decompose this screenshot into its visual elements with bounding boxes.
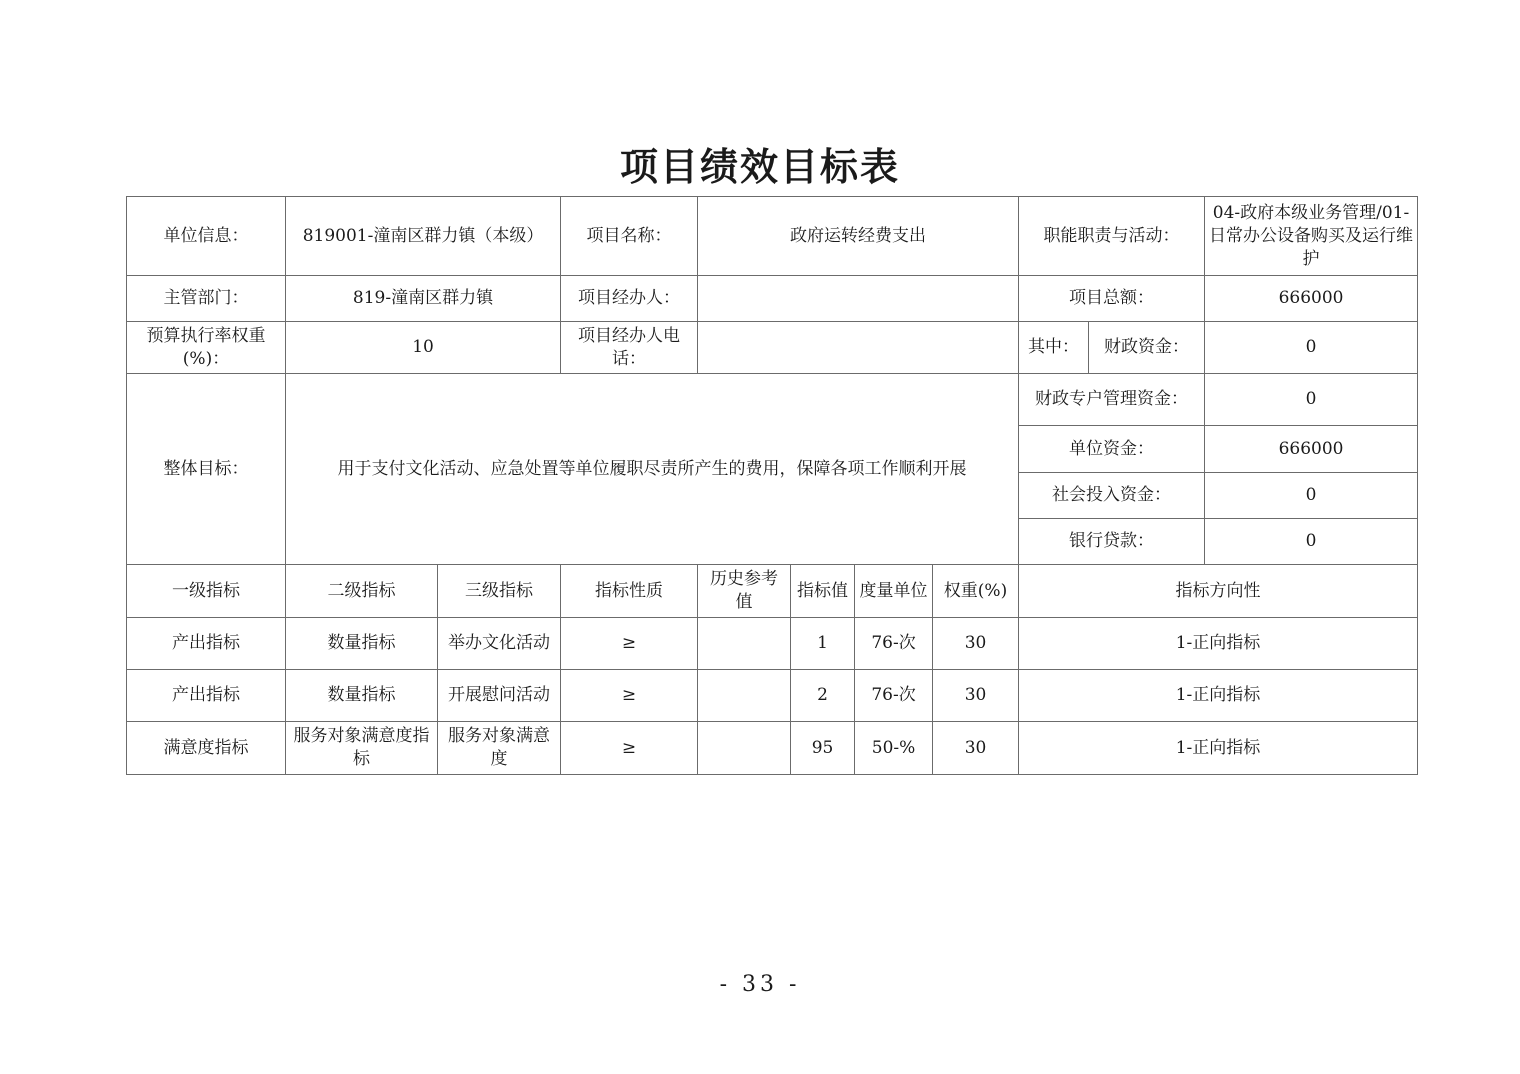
indicator-nature: ≥ [561,618,698,670]
header-level1: 一级指标 [127,565,286,618]
indicator-unit: 50-% [855,722,933,775]
indicator-direction: 1-正向指标 [1019,618,1418,670]
bank-label: 银行贷款： [1019,519,1205,565]
row-dept [127,276,1418,322]
page-title: 项目绩效目标表 [619,144,900,189]
project-name-value: 政府运转经费支出 [698,197,1019,276]
unit-fund-value: 666000 [1205,426,1418,473]
indicator-nature: ≥ [561,722,698,775]
indicator-history [698,722,791,775]
dept-value: 819-潼南区群力镇 [286,276,561,322]
bank-value: 0 [1205,519,1418,565]
project-name-label: 项目名称： [561,197,698,276]
dept-label: 主管部门： [127,276,286,322]
indicator-level2: 数量指标 [286,670,438,722]
performance-table [126,196,1418,775]
social-value: 0 [1205,473,1418,519]
table-row [127,618,1418,670]
indicator-header-row [127,565,1418,618]
function-label: 职能职责与活动： [1019,197,1205,276]
row-special-fund [127,374,1418,426]
header-direction: 指标方向性 [1019,565,1418,618]
goal-label: 整体目标： [127,374,286,565]
budget-weight-label: 预算执行率权重(%)： [127,322,286,374]
fiscal-value: 0 [1205,322,1418,374]
indicator-level3: 开展慰问活动 [438,670,561,722]
table-row [127,722,1418,775]
header-weight: 权重(%) [933,565,1019,618]
unit-value: 819001-潼南区群力镇（本级） [286,197,561,276]
indicator-unit: 76-次 [855,670,933,722]
indicator-level1: 产出指标 [127,670,286,722]
indicator-level2: 服务对象满意度指标 [286,722,438,775]
fiscal-label: 财政资金： [1089,322,1205,374]
manager-phone-value [698,322,1019,374]
indicator-level2: 数量指标 [286,618,438,670]
indicator-value: 95 [791,722,855,775]
total-value: 666000 [1205,276,1418,322]
budget-weight-value: 10 [286,322,561,374]
indicator-weight: 30 [933,670,1019,722]
among-label: 其中： [1019,322,1089,374]
social-label: 社会投入资金： [1019,473,1205,519]
header-level2: 二级指标 [286,565,438,618]
manager-label: 项目经办人： [561,276,698,322]
function-value: 04-政府本级业务管理/01-日常办公设备购买及运行维护 [1205,197,1418,276]
unit-label: 单位信息： [127,197,286,276]
header-history: 历史参考值 [698,565,791,618]
manager-value [698,276,1019,322]
indicator-weight: 30 [933,722,1019,775]
indicator-value: 2 [791,670,855,722]
page-number: - 33 - [719,972,801,997]
indicator-history [698,618,791,670]
indicator-unit: 76-次 [855,618,933,670]
indicator-level3: 服务对象满意度 [438,722,561,775]
row-unit-info [127,197,1418,276]
indicator-weight: 30 [933,618,1019,670]
total-label: 项目总额： [1019,276,1205,322]
table-row [127,670,1418,722]
indicator-nature: ≥ [561,670,698,722]
special-label: 财政专户管理资金： [1019,374,1205,426]
indicator-direction: 1-正向指标 [1019,670,1418,722]
goal-value: 用于支付文化活动、应急处置等单位履职尽责所产生的费用，保障各项工作顺利开展 [286,374,1019,565]
header-level3: 三级指标 [438,565,561,618]
indicator-level1: 满意度指标 [127,722,286,775]
row-budget-weight [127,322,1418,374]
indicator-direction: 1-正向指标 [1019,722,1418,775]
indicator-value: 1 [791,618,855,670]
header-value: 指标值 [791,565,855,618]
manager-phone-label: 项目经办人电话： [561,322,698,374]
indicator-history [698,670,791,722]
header-unit: 度量单位 [855,565,933,618]
unit-fund-label: 单位资金： [1019,426,1205,473]
special-value: 0 [1205,374,1418,426]
indicator-level1: 产出指标 [127,618,286,670]
header-nature: 指标性质 [561,565,698,618]
indicator-level3: 举办文化活动 [438,618,561,670]
